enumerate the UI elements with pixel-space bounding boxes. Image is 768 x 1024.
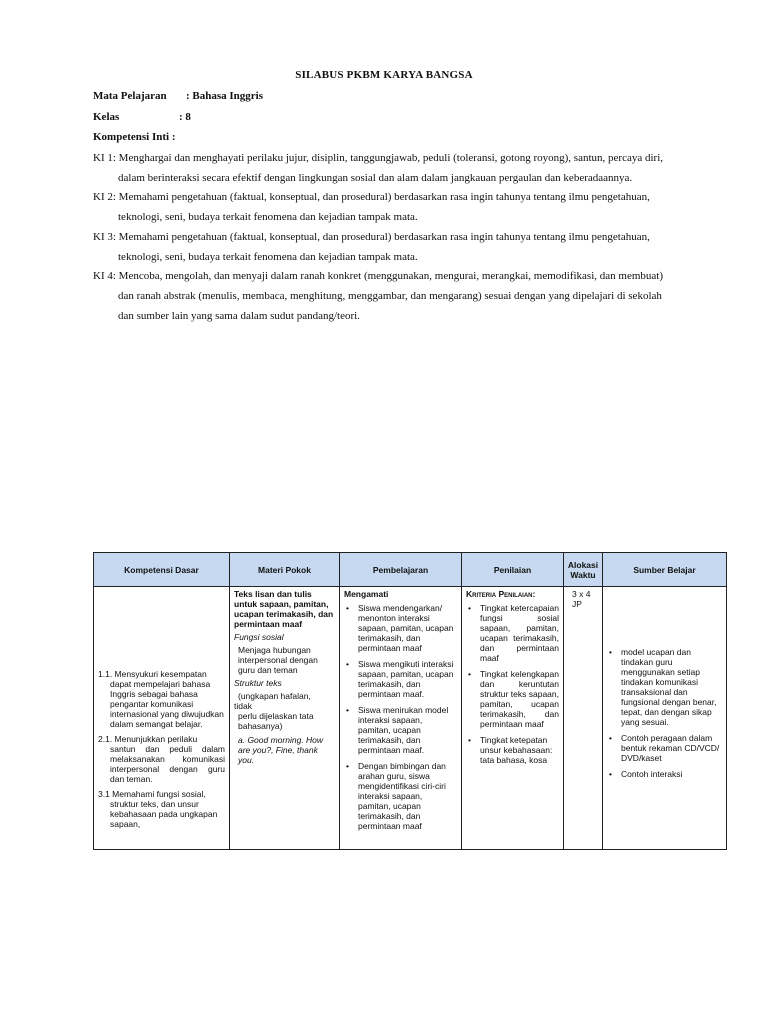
header-kompetensi-dasar: Kompetensi Dasar: [94, 553, 230, 587]
list-item: • Siswa menirukan model interaksi sapaan, pamitan, ucapan terimakasih, dan permintaan maaf.: [354, 705, 457, 755]
header-alokasi-waktu: Alokasi Waktu: [564, 553, 603, 587]
kd-2-1: [98, 734, 225, 784]
table-header-row: [94, 553, 727, 587]
list-item: • model ucapan dan tindakan guru menggunakan setiap tindakan komunikasi transaksional dan fungsional dengan benar, tepat, dan dengan sikap yang sesuai.: [617, 647, 722, 727]
struktur-teks-text: [234, 691, 335, 731]
header-penilaian: Penilaian: [462, 553, 564, 587]
ki-1: [93, 148, 693, 188]
kd-2-1-head: 2.1. Menunjukkan perilaku: [98, 734, 198, 744]
list-item: • Tingkat ketercapaian fungsi sosial sapaan, pamitan, ucapan terimakasih, dan permintaan maaf: [476, 603, 559, 663]
ki-3-line2: teknologi, seni, budaya terkait fenomena dan kejadian tampak mata.: [118, 251, 418, 263]
kd-3-1-body: struktur teks, dan unsur kebahasaan pada ungkapan sapaan,: [110, 799, 218, 829]
cell-sumber-belajar: [603, 587, 727, 850]
ki-2: [93, 187, 693, 227]
kd-1-1: [98, 669, 225, 729]
mapel-label: Mata Pelajaran: [93, 90, 167, 102]
penilaian-header: Kriteria Penilaian:: [466, 589, 536, 599]
fungsi-sosial-label: Fungsi sosial: [234, 632, 284, 642]
mapel-value: : Bahasa Inggris: [186, 90, 264, 102]
document-title: SILABUS PKBM KARYA BANGSA: [295, 69, 473, 81]
alokasi-value: 3 x 4 JP: [572, 589, 591, 609]
header-pembelajaran: Pembelajaran: [340, 553, 462, 587]
pembelajaran-header: Mengamati: [344, 589, 389, 599]
list-item: • Contoh interaksi: [617, 769, 722, 779]
kelas-value: : 8: [179, 111, 191, 123]
list-item: • Tingkat ketepatan unsur kebahasaan: tata bahasa, kosa: [476, 735, 559, 765]
cell-materi-pokok: [230, 587, 340, 850]
fungsi-sosial-text: Menjaga hubungan interpersonal dengan guru dan teman: [238, 645, 318, 675]
meta-mapel: [93, 90, 263, 102]
cell-kompetensi-dasar: [94, 587, 230, 850]
cell-penilaian: [462, 587, 564, 850]
list-item: • Siswa mengikuti interaksi sapaan, pamitan, ucapan terimakasih, dan permintaan maaf.: [354, 659, 457, 699]
cell-alokasi-waktu: [564, 587, 603, 850]
ki-4: [93, 266, 693, 326]
meta-kelas: [93, 111, 191, 123]
struktur-teks-label: Struktur teks: [234, 678, 282, 688]
kd-1-1-head: 1.1. Mensyukuri kesempatan: [98, 669, 207, 679]
cell-pembelajaran: [340, 587, 462, 850]
ki-3: [93, 227, 693, 267]
kd-1-1-body: dapat mempelajari bahasa Inggris sebagai bahasa pengantar komunikasi internasional yang diwujudkan dalam semangat belajar.: [110, 679, 224, 729]
table-row: [94, 587, 727, 850]
ki-1-line2: dalam berinteraksi secara efektif dengan lingkungan sosial dan alam dalam jangkauan pergaulan dan keberadaannya.: [118, 172, 633, 184]
ki-2-line1: KI 2: Memahami pengetahuan (faktual, konseptual, dan prosedural) berdasarkan rasa ingin tahunya tentang ilmu pengetahuan,: [93, 191, 650, 203]
materi-title: Teks lisan dan tulis untuk sapaan, pamitan, ucapan terimakasih, dan permintaan maaf: [234, 589, 334, 629]
list-item: • Siswa mendengarkan/ menonton interaksi sapaan, pamitan, ucapan terimakasih, dan permintaan maaf: [354, 603, 457, 653]
list-item: • Tingkat kelengkapan dan keruntutan struktur teks sapaan, pamitan, ucapan terimakasih, dan permintaan maaf: [476, 669, 559, 729]
ki-1-line1: KI 1: Menghargai dan menghayati perilaku jujur, disiplin, tanggungjawab, peduli (toleransi, gotong royong), santun, percaya diri,: [93, 152, 663, 164]
ki-4-line2: dan ranah abstrak (menulis, membaca, menghitung, menggambar, dan mengarang) sesuai dengan yang dipelajari di sekolah: [118, 290, 662, 302]
ki-heading: Kompetensi Inti :: [93, 131, 176, 143]
ki-3-line1: KI 3: Memahami pengetahuan (faktual, konseptual, dan prosedural) berdasarkan rasa ingin tahunya tentang ilmu pengetahuan,: [93, 231, 650, 243]
ki-4-line3: dan sumber lain yang sama dalam sudut pandang/teori.: [118, 310, 360, 322]
ki-4-line1: KI 4: Mencoba, mengolah, dan menyaji dalam ranah konkret (menggunakan, mengurai, merangkai, memodifikasi, dan membuat): [93, 270, 663, 282]
header-sumber-belajar: Sumber Belajar: [603, 553, 727, 587]
struktur-text-3: perlu dijelaskan tata bahasanya): [238, 711, 314, 731]
struktur-text-2: tidak: [234, 701, 252, 711]
kd-3-1: [98, 789, 225, 829]
kelas-label: Kelas: [93, 111, 120, 123]
kd-2-1-body: santun dan peduli dalam melaksanakan komunikasi interpersonal dengan guru dan teman.: [110, 744, 225, 784]
list-item: • Dengan bimbingan dan arahan guru, siswa mengidentifikasi ciri-ciri interaksi sapaan, pamitan, ucapan terimakasih, dan permintaan maaf: [354, 761, 457, 831]
example-dialog: a. Good morning. How are you?, Fine, thank you.: [238, 735, 324, 765]
ki-2-line2: teknologi, seni, budaya terkait fenomena dan kejadian tampak mata.: [118, 211, 418, 223]
list-item: • Contoh peragaan dalam bentuk rekaman CD/VCD/ DVD/kaset: [617, 733, 722, 763]
struktur-text-1: (ungkapan hafalan,: [238, 691, 311, 701]
header-materi-pokok: Materi Pokok: [230, 553, 340, 587]
syllabus-table: [93, 552, 727, 850]
kd-3-1-head: 3.1 Memahami fungsi sosial,: [98, 789, 206, 799]
